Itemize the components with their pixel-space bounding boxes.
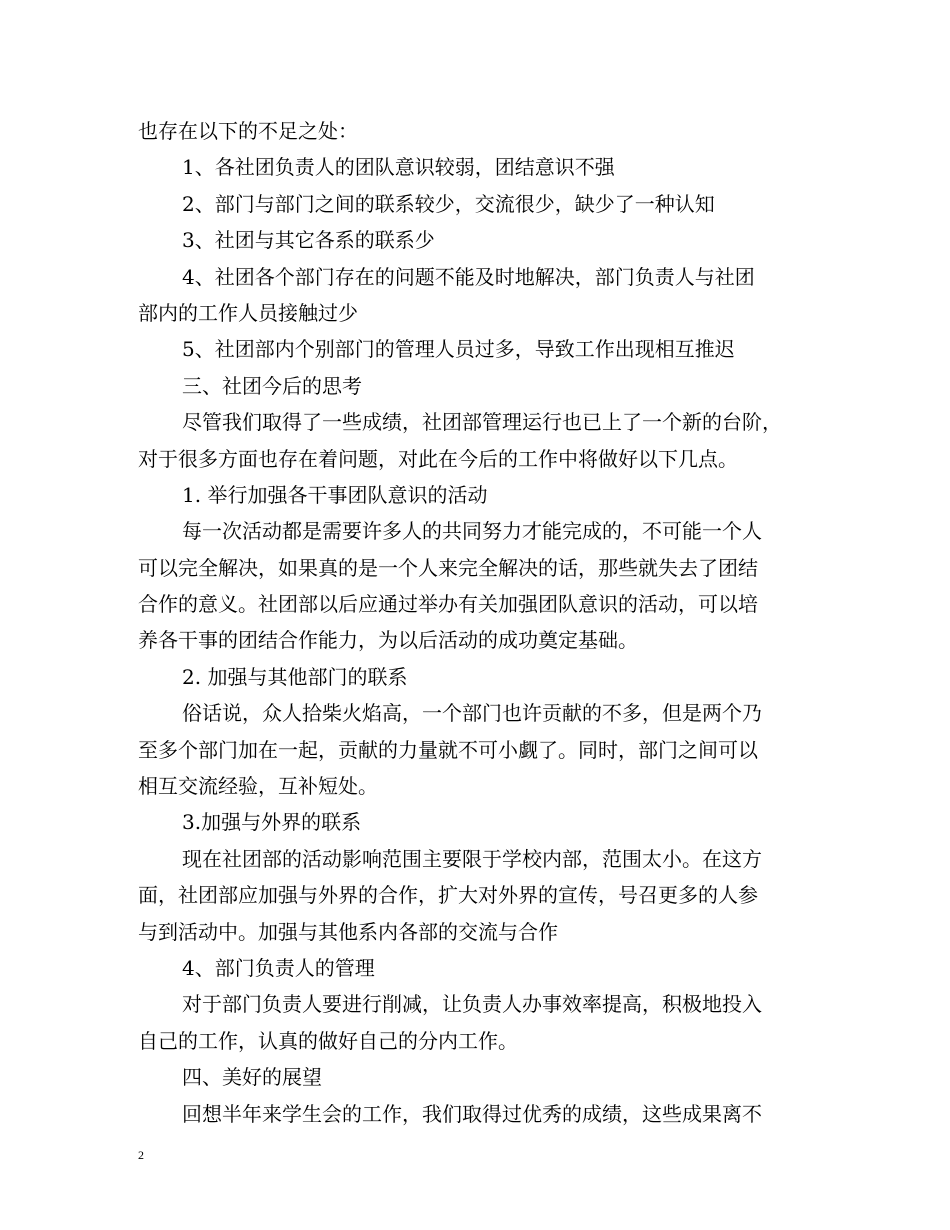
subsection-heading: 1. 举行加强各干事团队意识的活动 — [182, 482, 488, 507]
text-line: 现在社团部的活动影响范围主要限于学校内部，范围太小。在这方 — [182, 846, 762, 871]
text-line: 1、各社团负责人的团队意识较弱，团结意识不强 — [182, 155, 615, 180]
text-line: 对于部门负责人要进行削减，让负责人办事效率提高，积极地投入 — [182, 992, 762, 1017]
text-line: 每一次活动都是需要许多人的共同努力才能完成的，不可能一个人 — [182, 519, 762, 544]
text-line: 面，社团部应加强与外界的合作，扩大对外界的宣传，号召更多的人参 — [138, 883, 758, 908]
text-line: 3、社团与其它各系的联系少 — [182, 228, 435, 253]
text-line: 2、部门与部门之间的联系较少，交流很少，缺少了一种认知 — [182, 191, 715, 216]
section-heading: 三、社团今后的思考 — [182, 373, 362, 398]
text-line: 可以完全解决，如果真的是一个人来完全解决的话，那些就失去了团结 — [138, 555, 758, 580]
subsection-heading: 2. 加强与其他部门的联系 — [182, 664, 408, 689]
text-line: 也存在以下的不足之处： — [138, 119, 358, 143]
subsection-heading: 4、部门负责人的管理 — [182, 955, 375, 980]
body-text — [138, 113, 818, 1132]
text-line: 尽管我们取得了一些成绩，社团部管理运行也已上了一个新的台阶， — [182, 410, 782, 435]
text-line: 部内的工作人员接触过少 — [138, 300, 358, 325]
text-line: 对于很多方面也存在着问题，对此在今后的工作中将做好以下几点。 — [138, 446, 738, 471]
text-line: 合作的意义。社团部以后应通过举办有关加强团队意识的活动，可以培 — [138, 592, 758, 617]
text-line: 5、社团部内个别部门的管理人员过多，导致工作出现相互推迟 — [182, 337, 735, 362]
text-line: 养各干事的团结合作能力，为以后活动的成功奠定基础。 — [138, 628, 638, 653]
text-line: 与到活动中。加强与其他系内各部的交流与合作 — [138, 919, 558, 944]
text-line: 4、社团各个部门存在的问题不能及时地解决，部门负责人与社团 — [182, 264, 755, 289]
subsection-heading: 3.加强与外界的联系 — [182, 810, 362, 835]
text-line: 回想半年来学生会的工作，我们取得过优秀的成绩，这些成果离不 — [182, 1101, 762, 1126]
text-line: 自己的工作，认真的做好自己的分内工作。 — [138, 1028, 518, 1053]
text-line: 至多个部门加在一起，贡献的力量就不可小觑了。同时，部门之间可以 — [138, 737, 758, 762]
page-number: 2 — [138, 1148, 144, 1162]
text-line: 俗话说，众人拾柴火焰高，一个部门也许贡献的不多，但是两个乃 — [182, 701, 762, 726]
text-line: 相互交流经验，互补短处。 — [138, 774, 378, 799]
section-heading: 四、美好的展望 — [182, 1065, 322, 1090]
